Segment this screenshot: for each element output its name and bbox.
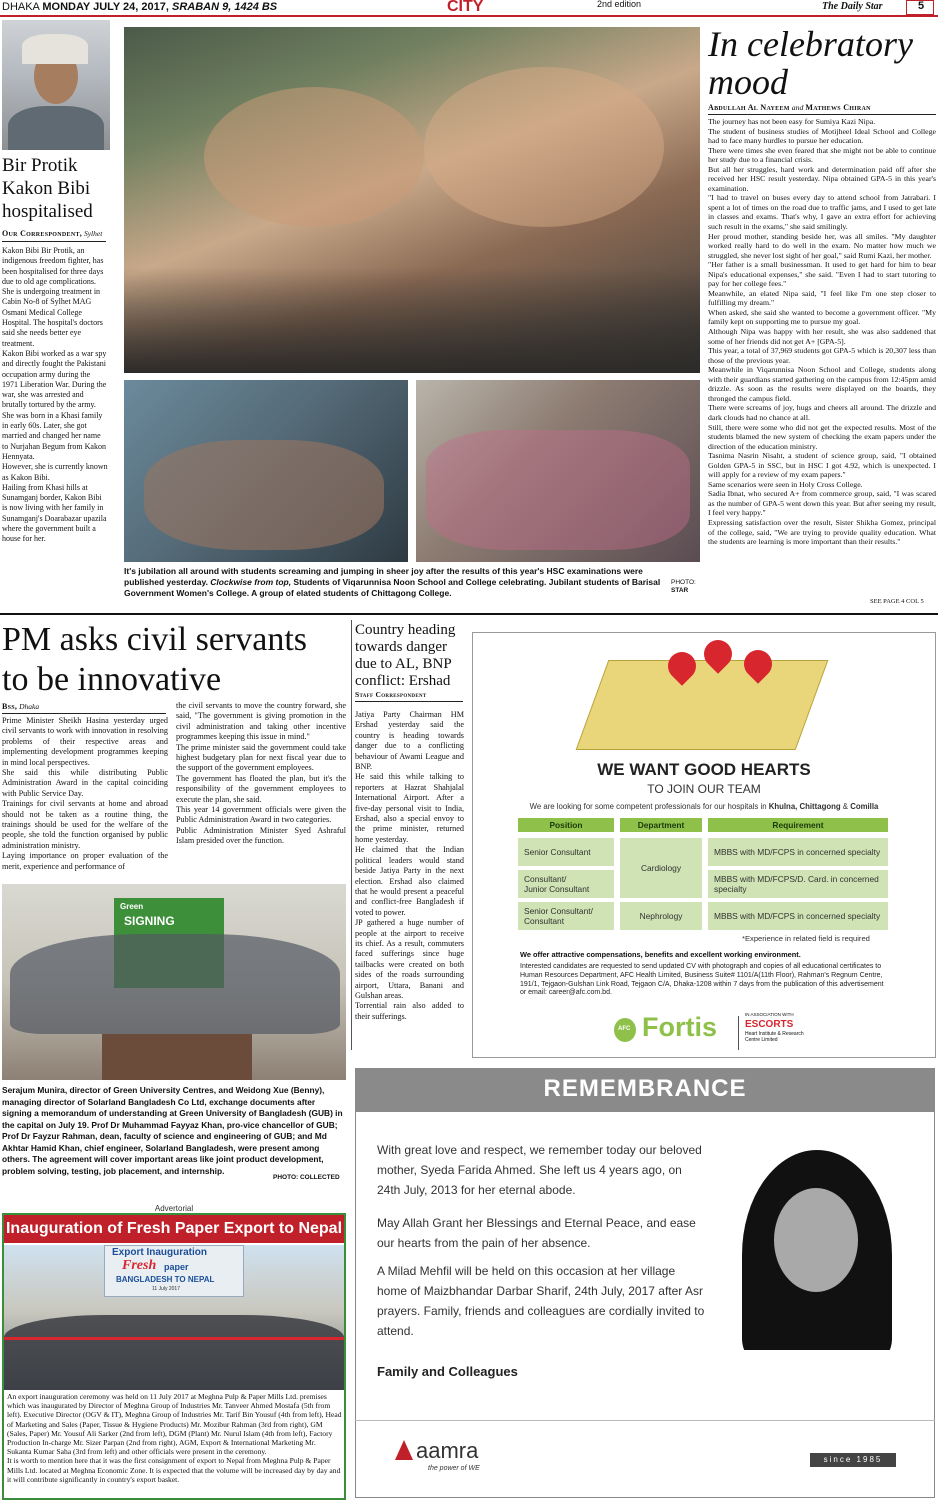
photo-hands-a bbox=[204, 87, 424, 227]
celebration-title bbox=[708, 25, 936, 101]
dateline-bangla: SRABAN 9, 1424 BS bbox=[168, 1, 278, 13]
advertorial-label: Advertorial bbox=[154, 1204, 194, 1213]
kakon-byline-name: Our Correspondent, bbox=[2, 229, 83, 238]
row2-position: Consultant/ Junior Consultant bbox=[518, 870, 614, 898]
escorts-logo: ESCORTS bbox=[745, 1019, 794, 1030]
celebration-body: The journey has not been easy for Sumiya Kazi Nipa. The student of business studies of Motijheel Ideal School and College had to face many hurdles to pursue her education. There were times she even feared that she might not be able to continue her study due to a financial crisis. But all her struggles, hard work and determination paid off after she received her HSC result yesterday. Nipa obtained GPA-5 in this year's examination. "I had to travel on buses every day to attend school from Jatrabari. I spent a lot of times on the road due to traffic jams, and I used to get late in classes and exams. That's why, I gave an extra effort for achieving such result in the exams," she said smilingly. Her proud mother, standing beside her, was all smiles. "My daughter worked really hard to do well in the exam. No matter how much we struggled, she never lost sight of her goal," said Rumi Kazi, her mother. "Her father is a small businessman. It used to get hard for him to bear Nipa's educational expenses," she said. "Even I had to start tutoring to pay for her college fees." Meanwhile, an elated Nipa said, "I feel like I'm one step closer to fulfilling my dream." When asked, she said she wanted to become a government officer. "My family kept on supporting me to pursue my goal. Although Nipa was happy with her result, she was also saddened that some of her friends did not get A+ [GPA-5]. This year, a total of 37,969 students got GPA-5 which is 20,307 less than those of the previous year. Meanwhile in Viqarunnisa Noon School and College, students along with their guardians started gathering on the campus from 12:45pm amid drizzle. As soon as the results were displayed on the boards, they thronged the campus field. There were screams of joy, hugs and cheers all around. The drizzle and dark clouds had no chance at all. Still, there were some who did not get the expected results. Most of the students blamed the new system of checking the exam papers under the direction of the education ministry. Tasnima Nasrin Nisaht, a student of science group, said, "I obtained Golden GPA-5 in SSC, but in HSC I got 4.92, which is unexpected. I will apply for a review of my exam papers." Same scenarios were seen in Holy Cross College. Sadia Ibnat, who secured A+ from commerce group, said, "I was scared as the number of GPA-5 went down this year. But after seeing my result, I feel very happy." Expressing satisfaction over the result, Sister Shikha Gomez, principal of the college, said, "We are trying to provide quality education. What the students are learning is more important than their results." bbox=[708, 117, 936, 547]
solar-caption: Serajum Munira, director of Green University Centres, and Weidong Xue (Benny), managing director of Solarland Bangladesh Co Ltd, exchange documents after signing a memorandum of understanding at Green University of Bangladesh (GUB) in the capital on July 19. Prof Dr Muhammad Fayyaz Khan, pro-vice chancellor of GUB; Prof Dr Fayzur Rahman, dean, faculty of science and engineering of GUB; and Md Akhtar Hamid Khan, chief engineer, Solarland Bangladesh, were present among others. The agreement will cover important areas like joint product development, problem solving, testing, job placement, and internship. bbox=[2, 1085, 343, 1176]
row2-requirement: MBBS with MD/FCPS/D. Card. in concerned specialty bbox=[708, 870, 888, 898]
col-requirement-header: Requirement bbox=[708, 818, 888, 832]
pm-byline-name: Bss, bbox=[2, 702, 18, 711]
photo-hands-b bbox=[424, 67, 664, 227]
remembrance-p1: With great love and respect, we remember today our beloved mother, Syeda Farida Ahmed. She left us 4 years ago, on 24th July, 2013 for her eternal abode. bbox=[377, 1143, 702, 1197]
nepal-banner-5: 11 July 2017 bbox=[152, 1286, 180, 1292]
hsc-main-photo bbox=[124, 27, 700, 373]
remembrance-portrait bbox=[722, 1140, 908, 1350]
ershad-body: Jatiya Party Chairman HM Ershad yesterday said the country is heading towards danger due to a conflicting behaviour of Awami League and BNP. He said this while talking to reporters at Hazrat Shahjalal International Airport. After a five-day personal visit to India, Ershad, also a special envoy to the prime minister, returned home yesterday. He claimed that the Indian political leaders would stand beside Jatiya Party in the next election. Ershad also claimed that he would present a peaceful and conflict-free Bangladesh if voted to power. JP gathered a huge number of people at the airport to receive its chief. As a result, commuters faced sufferings since huge tailbacks were created on both sides of the roads surrounding airport, Uttara, Banani and Gulshan areas. Torrential rain also added to their sufferings. bbox=[355, 710, 464, 1021]
fortis-intro-c: & bbox=[840, 802, 851, 811]
pm-body-col1: Prime Minister Sheikh Hasina yesterday urged civil servants to work with innovation in resolving problems of their respective areas and implementing development programmes keeping in mind local perspectives. She said this while distributing Public Administration Award in the capital coinciding with Public Service Day. Trainings for civil servants at home and abroad should not be taken as a routine thing, the trainings should be used for the welfare of the people, she told the function organised by public administration ministry. Laying importance on proper evaluation of the merit, experience and performance of bbox=[2, 716, 168, 871]
kakon-byline bbox=[2, 229, 110, 238]
nepal-banner-1: Export Inauguration bbox=[112, 1247, 207, 1258]
fortis-headline: WE WANT GOOD HEARTS bbox=[597, 760, 811, 779]
fortis-intro-b: Khulna, Chittagong bbox=[768, 802, 841, 811]
since-badge: since 1985 bbox=[810, 1453, 896, 1467]
row3-position: Senior Consultant/ Consultant bbox=[518, 902, 614, 930]
portrait-body bbox=[8, 106, 104, 150]
hsc-caption-c: Students of Viqarunnisa Noon School and College celebrating. Jubilant students of Barisal Government Women's College. A group of elated students of Chittagong College. bbox=[124, 576, 661, 598]
celebration-byline-2: Mathews Chiran bbox=[805, 103, 871, 112]
kakon-title: Bir Protik Kakon Bibi hospitalised bbox=[2, 155, 93, 222]
nepal-body: An export inauguration ceremony was held on 11 July 2017 at Meghna Pulp & Paper Mills Ltd. premises which was inaugurated by Director of Meghna Group of Industries Mr. Tanveer Ahmed Mostafa (5th from left). Executive Director (OGV & IT), Meghna Group of Industries Mr. Tarif Bin Yousuf (4th from left), Head of Marketing and Sales (Paper, Tissue & Hygiene Products) Mr. Mozibur Rahman (3rd from right), GM (Sales, Paper) Mr. Yousuf Ali Sarker (2nd from left), DGM (Plant) Mr. Nurul Islam (4th from left), Factory Production In-charge Mr. Sizer Parpan (2nd from right), AGM, Export & International Marketing Mr. Sukanta Kumar Saha (3rd from left) and other officials were present in the ceremony. It is worth to mention here that it was the first consignment of export to Nepal from Meghna Pulp & Paper Mills Ltd. located at Meghna Economic Zone. It is expected that the volume will be increased day by day and it will contribute significantly in country's export basket. bbox=[7, 1392, 342, 1484]
fortis-intro-a: We are looking for some competent professionals for our hospitals in bbox=[529, 802, 769, 811]
photo-students bbox=[144, 440, 384, 550]
hsc-credit-label: PHOTO: bbox=[671, 579, 696, 586]
ershad-left-rule bbox=[351, 620, 352, 1050]
fortis-subhead: TO JOIN OUR TEAM bbox=[647, 782, 761, 796]
celebration-byline-1: Abdullah Al Nayeem bbox=[708, 103, 790, 112]
nepal-banner-3: paper bbox=[164, 1262, 189, 1272]
ershad-rule bbox=[355, 701, 463, 702]
row3-requirement: MBBS with MD/FCPS in concerned specialty bbox=[708, 902, 888, 930]
hsc-photo-right bbox=[416, 380, 700, 562]
nepal-ribbon bbox=[4, 1337, 344, 1340]
col-position-header: Position bbox=[518, 818, 614, 832]
photo-group bbox=[426, 430, 690, 550]
nepal-title: Inauguration of Fresh Paper Export to Nepal bbox=[4, 1215, 344, 1243]
dateline bbox=[2, 0, 277, 14]
remembrance-p3: A Milad Mehfil will be held on this occasion at her village home of Maizbhandar Darbar Sharif, 24th July, 2017 after Asr prayers. Family, friends and colleagues are cordially invited to attend. bbox=[377, 1264, 705, 1338]
celebration-title-2: mood bbox=[708, 62, 788, 102]
solar-table bbox=[102, 1034, 252, 1080]
row1-requirement: MBBS with MD/FCPS in concerned specialty bbox=[708, 838, 888, 866]
dateline-prefix: DHAKA bbox=[2, 1, 43, 13]
fortis-assoc: IN ASSOCIATION WITH bbox=[745, 1012, 794, 1017]
afc-label: AFC bbox=[618, 1026, 631, 1032]
celebration-rule bbox=[708, 114, 936, 115]
kakon-rule bbox=[2, 241, 106, 242]
fortis-map bbox=[576, 660, 829, 750]
celebration-jump: SEE PAGE 4 COL 5 bbox=[870, 598, 924, 605]
section-divider bbox=[0, 613, 938, 615]
solar-people bbox=[10, 934, 340, 1034]
fortis-offer: We offer attractive compensations, benefits and excellent working environment. bbox=[520, 950, 801, 959]
pm-title-1: PM asks civil servants bbox=[2, 621, 308, 658]
dept-nephrology: Nephrology bbox=[620, 902, 702, 930]
nepal-photo bbox=[4, 1245, 344, 1390]
aamra-logo-icon bbox=[395, 1440, 413, 1460]
pm-byline-place: Dhaka bbox=[17, 702, 40, 711]
photo-crowd bbox=[124, 267, 700, 373]
fortis-apply: Interested candidates are requested to send updated CV with photograph and copies of all educational certificates to Human Resources Department, AFC Health Limited, Business Suite# 1101/A(11th Floor), Rahman's Regnum Centre, 191/1, Tejgaon-Gulshan Link Road, Tejgaon C/A, Dhaka-1208 within 7 days from the publication of this advertisement or email: career@afc.com.bd. bbox=[520, 963, 884, 997]
pm-body-col2: the civil servants to move the country forward, she said, "The government is giving promotion in the civil administration and taking other incentive programmes keeping this issue in mind." The prime minister said the government could take highest budgetary plan for next fiscal year due to the support of the government employees. The government has floated the plan, but it's the responsibility of the government employees to execute the plan, she said. This year 14 government officials were given the Public Administration Award in two categories. Public Administration Minister Syed Ashraful Islam presided over the function. bbox=[176, 701, 346, 846]
masthead-rule bbox=[0, 15, 938, 17]
solar-photo bbox=[2, 884, 346, 1080]
nepal-banner-4: BANGLADESH TO NEPAL bbox=[116, 1275, 215, 1284]
hsc-caption-b: Clockwise from top, bbox=[210, 576, 292, 587]
celebration-byline bbox=[708, 103, 871, 112]
portrait-face bbox=[774, 1188, 858, 1292]
remembrance-title: REMEMBRANCE bbox=[543, 1075, 747, 1102]
nepal-banner-2: Fresh bbox=[122, 1258, 157, 1273]
aamra-brand: aamra bbox=[416, 1438, 479, 1463]
pm-title-2: to be innovative bbox=[2, 661, 222, 698]
remembrance-p2: May Allah Grant her Blessings and Eternal Peace, and ease our hearts from the pain of her absence. bbox=[377, 1216, 696, 1250]
fortis-table bbox=[518, 818, 888, 934]
fortis-intro bbox=[472, 802, 936, 811]
hsc-credit-name: STAR bbox=[671, 587, 689, 594]
dateline-day: MONDAY JULY 24, 2017, bbox=[42, 1, 169, 13]
hsc-caption bbox=[124, 566, 664, 598]
kakon-byline-place: Sylhet bbox=[82, 229, 103, 238]
celebration-byline-and: and bbox=[789, 103, 806, 112]
page-number: 5 bbox=[918, 0, 925, 12]
hsc-caption-a: It's jubilation all around with students screaming and jumping in sheer joy after the results of this year's HSC examinations were published yesterday. bbox=[124, 566, 643, 587]
kakon-body: Kakon Bibi Bir Protik, an indigenous freedom fighter, has been hospitalised for three days due to old age complications. She is undergoing treatment in Cabin No-8 of Sylhet MAG Osmani Medical College Hospital. The hospital's doctors said she needs better eye treatment. Kakon Bibi worked as a war spy and directly fought the Pakistani occupation army during the 1971 Liberation War. During the war, she was arrested and brutally tortured by the army. She was born in a Khasi family in early 60s. Later, she got married and changed her name to Nurjahan Begum from Kakon Hennyata. However, she is currently known as Kakon Bibi. Hailing from Khasi hills at Sunamganj border, Kakon Bibi is now living with her family in Sunamganj's Doarabazar upazila where the government built a house for her. bbox=[2, 246, 108, 544]
fortis-logo-divider bbox=[738, 1016, 739, 1050]
fortis-intro-d: Comilla bbox=[850, 802, 879, 811]
col-department-header: Department bbox=[620, 818, 702, 832]
pm-title bbox=[2, 620, 347, 700]
nepal-people bbox=[4, 1315, 344, 1390]
hsc-photo-left bbox=[124, 380, 408, 562]
section-name: CITY bbox=[447, 0, 484, 15]
celebration-title-1: In celebratory bbox=[708, 24, 913, 64]
pm-byline bbox=[2, 702, 39, 711]
fortis-logo: Fortis bbox=[642, 1012, 718, 1042]
kakon-portrait bbox=[2, 20, 110, 150]
portrait-scarf bbox=[22, 34, 88, 64]
ershad-title: Country heading towards danger due to AL, BNP conflict: Ershad bbox=[355, 622, 456, 689]
edition-label: 2nd edition bbox=[597, 0, 642, 9]
solar-banner-text-1: Green bbox=[120, 902, 144, 911]
aamra-tagline: the power of WE bbox=[428, 1465, 480, 1472]
remembrance-sign: Family and Colleagues bbox=[377, 1364, 518, 1379]
paper-name: The Daily Star bbox=[822, 1, 883, 12]
solar-credit: PHOTO: COLLECTED bbox=[270, 1174, 340, 1181]
row1-position: Senior Consultant bbox=[518, 838, 614, 866]
hsc-photo-credit bbox=[671, 579, 696, 595]
dept-cardiology: Cardiology bbox=[620, 838, 702, 898]
ershad-byline: Staff Correspondent bbox=[355, 690, 427, 699]
escorts-sub: Heart Institute & Research Centre Limited bbox=[745, 1031, 804, 1043]
fortis-footnote: *Experience in related field is required bbox=[742, 934, 870, 943]
solar-banner-text-2: SIGNING bbox=[124, 914, 175, 928]
remembrance-footer-rule bbox=[355, 1420, 935, 1421]
pm-rule bbox=[2, 713, 166, 714]
